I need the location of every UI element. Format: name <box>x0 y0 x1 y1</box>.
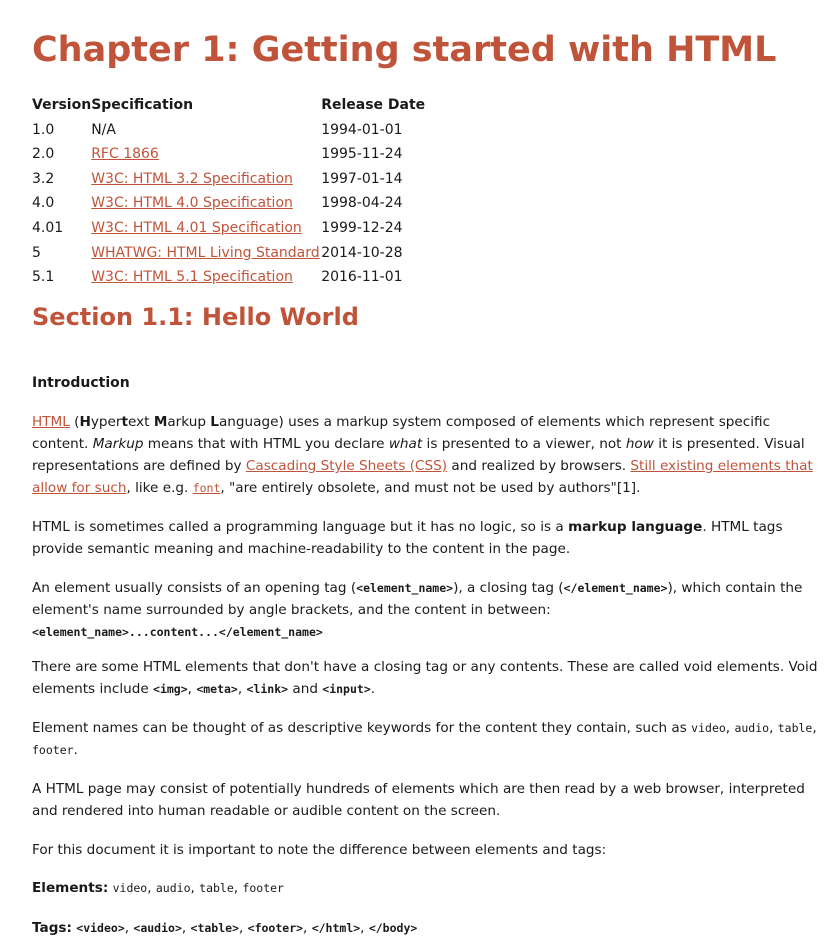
version-cell: 4.0 <box>32 195 55 212</box>
version-cell: 2.0 <box>32 146 55 163</box>
css-link[interactable]: Cascading Style Sheets (CSS) <box>245 458 448 474</box>
paragraph-void-elements: There are some HTML elements that don't have a closing tag or any contents. These are called void elements. Void elements include <img>, <meta>, <link> and <input>. <box>32 659 818 697</box>
date-cell: 1995-11-24 <box>321 146 403 163</box>
paragraph-element-structure: An element usually consists of an opening tag (<element_name>), a closing tag (</element_name>), which contain the element's name surrounded by angle brackets, and the content in between: <element_name>...content...</element_name> <box>32 580 803 639</box>
version-cell: 5.1 <box>32 269 55 286</box>
spec-link[interactable]: W3C: HTML 4.01 Specification <box>91 219 302 236</box>
version-cell: 5 <box>32 244 41 261</box>
version-cell: 4.01 <box>32 219 64 236</box>
spec-link[interactable]: W3C: HTML 3.2 Specification <box>91 170 293 187</box>
font-code-link[interactable]: font <box>192 481 221 495</box>
spec-link[interactable]: W3C: HTML 4.0 Specification <box>91 195 293 212</box>
version-table <box>32 93 461 290</box>
table-row <box>32 241 461 266</box>
date-cell: 1998-04-24 <box>321 195 403 212</box>
date-cell: 2016-11-01 <box>321 269 403 286</box>
introduction-heading: Introduction <box>32 375 130 391</box>
date-cell: 1997-01-14 <box>321 170 403 187</box>
column-header-version: Version <box>32 97 92 113</box>
table-row <box>32 191 461 216</box>
paragraph-elements-vs-tags: For this document it is important to note the difference between elements and tags: <box>32 842 607 858</box>
obsolete-elements-link[interactable]: Still existing elements that allow for such <box>32 458 813 496</box>
table-row <box>32 118 461 143</box>
version-cell: 1.0 <box>32 121 55 138</box>
section-title: Section 1.1: Hello World <box>32 303 359 331</box>
column-header-specification: Specification <box>91 97 194 113</box>
table-row <box>32 265 461 290</box>
elements-line: Elements: video, audio, table, footer <box>32 880 284 896</box>
table-row <box>32 216 461 241</box>
spec-link[interactable]: WHATWG: HTML Living Standard <box>91 244 320 261</box>
date-cell: 1994-01-01 <box>321 121 403 138</box>
html-link[interactable]: HTML <box>32 414 70 430</box>
table-header-row <box>32 93 461 118</box>
chapter-title: Chapter 1: Getting started with HTML <box>32 30 777 70</box>
date-cell: 1999-12-24 <box>321 219 403 236</box>
tags-line: Tags: <video>, <audio>, <table>, <footer>, </html>, </body> <box>32 920 418 936</box>
spec-cell: N/A <box>91 121 116 138</box>
table-row <box>32 142 461 167</box>
paragraph-html-intro: HTML (Hypertext Markup Language) uses a markup system composed of elements which represent specific content. Markup means that with HTML you declare what is presented to a viewer, not how it is presented. Visual representations are defined by Cascading Style Sheets (CSS) and realized by browsers. Still existing elements that allow for such, like e.g. font, "are entirely obsolete, and must not be used by authors"[1]. <box>32 414 813 496</box>
date-cell: 2014-10-28 <box>321 244 403 261</box>
paragraph-html-page: A HTML page may consist of potentially hundreds of elements which are then read by a web browser, interpreted and rendered into human readable or audible content on the screen. <box>32 781 805 819</box>
version-cell: 3.2 <box>32 170 55 187</box>
column-header-release-date: Release Date <box>321 97 426 113</box>
table-row <box>32 167 461 192</box>
paragraph-element-names: Element names can be thought of as descriptive keywords for the content they contain, such as video, audio, table, footer. <box>32 720 817 758</box>
paragraph-markup-language: HTML is sometimes called a programming language but it has no logic, so is a markup language. HTML tags provide semantic meaning and machine-readability to the content in the page. <box>32 519 783 557</box>
spec-link[interactable]: W3C: HTML 5.1 Specification <box>91 269 293 286</box>
spec-link[interactable]: RFC 1866 <box>91 146 159 163</box>
